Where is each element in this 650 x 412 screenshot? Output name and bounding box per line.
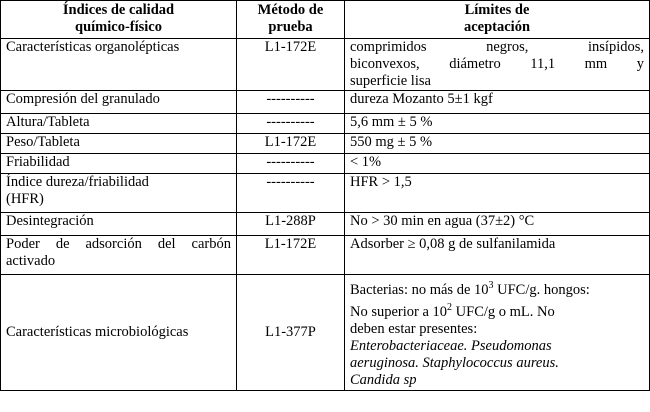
limit-cell [345, 39, 650, 91]
table-row [1, 91, 650, 114]
header-acceptance-limits-line2: aceptación [463, 19, 531, 35]
micro-line: deben estar presentes: [350, 320, 478, 337]
limit-line: biconvexos, diámetro 11,1 mm y [350, 56, 644, 72]
param-cell: Altura/Tableta [1, 114, 237, 134]
method-cell: ---------- [237, 174, 345, 213]
micro-text: UFC/g o mL. No [452, 303, 555, 320]
table-row [1, 174, 650, 213]
param-cell: Desintegración [1, 213, 237, 236]
header-acceptance-limits-line1: Límites de [464, 2, 530, 18]
header-test-method-line1: Método de [257, 2, 324, 18]
limit-cell: < 1% [345, 154, 650, 174]
param-cell: Características microbiológicas [1, 275, 237, 391]
header-acceptance-limits [345, 1, 650, 39]
param-cell: Características organolépticas [1, 39, 237, 91]
limit-cell: 550 mg ± 5 % [345, 134, 650, 154]
table-row [1, 213, 650, 236]
header-test-method [237, 1, 345, 39]
param-cell [1, 236, 237, 275]
param-line: (HFR) [6, 191, 44, 207]
param-cell: Compresión del granulado [1, 91, 237, 114]
method-cell: L1-377P [237, 275, 345, 391]
table-row [1, 134, 650, 154]
method-cell: L1-172E [237, 39, 345, 91]
method-cell: ---------- [237, 154, 345, 174]
limit-line: superficie lisa [350, 73, 431, 89]
method-cell: L1-172E [237, 236, 345, 275]
table-row [1, 236, 650, 275]
limit-cell: 5,6 mm ± 5 % [345, 114, 650, 134]
organism-line: aeruginosa. Staphylococcus aureus. [350, 354, 559, 371]
micro-text: UFC/g. hongos: [493, 281, 590, 298]
table-row [1, 275, 650, 391]
exponent: 3 [488, 280, 494, 291]
limit-cell: dureza Mozanto 5±1 kgf [345, 91, 650, 114]
header-quality-index-line1: Índices de calidad [62, 2, 175, 18]
header-test-method-line2: prueba [268, 19, 313, 35]
method-cell: ---------- [237, 91, 345, 114]
exponent: 2 [447, 301, 453, 313]
organism-line: Enterobacteriaceae. Pseudomonas [350, 337, 552, 354]
limit-cell: Adsorber ≥ 0,08 g de sulfanilamida [345, 236, 650, 275]
param-cell [1, 174, 237, 213]
header-quality-index [1, 1, 237, 39]
table-row [1, 39, 650, 91]
micro-line [350, 282, 590, 298]
limit-cell: HFR > 1,5 [345, 174, 650, 213]
limit-line: comprimidos negros, insípidos, [350, 39, 644, 55]
method-cell: ---------- [237, 114, 345, 134]
header-quality-index-line2: químico-físico [75, 19, 162, 35]
micro-text: No superior a 10 [350, 303, 448, 320]
param-cell: Peso/Tableta [1, 134, 237, 154]
method-cell: L1-172E [237, 134, 345, 154]
micro-line [350, 301, 555, 320]
micro-text: Bacterias: no más de 10 [350, 281, 489, 298]
limit-cell: No > 30 min en agua (37±2) °C [345, 213, 650, 236]
limit-cell [345, 275, 650, 391]
param-line: Índice dureza/friabilidad [6, 174, 149, 190]
organism-line: Candida sp [350, 371, 417, 388]
table-row [1, 154, 650, 174]
header-row [1, 1, 650, 39]
table-row [1, 114, 650, 134]
param-line: activado [6, 253, 56, 269]
method-cell: L1-288P [237, 213, 345, 236]
param-line: Poder de adsorción del carbón [6, 236, 231, 252]
param-cell: Friabilidad [1, 154, 237, 174]
